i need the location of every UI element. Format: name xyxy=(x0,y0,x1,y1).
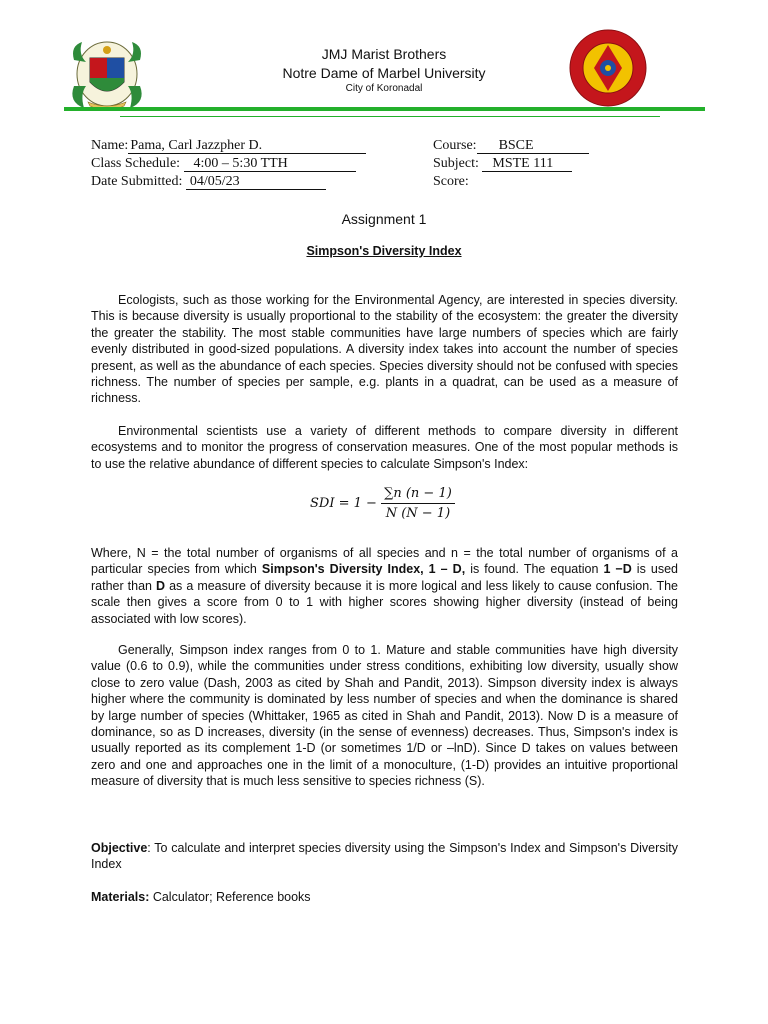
materials-section xyxy=(91,889,678,905)
score-label: Score: xyxy=(433,174,469,189)
header-line-2: Notre Dame of Marbel University xyxy=(282,65,486,81)
header-line-3: City of Koronadal xyxy=(345,83,423,94)
date-field xyxy=(91,174,326,190)
date-label: Date Submitted: xyxy=(91,174,183,189)
schedule-label: Class Schedule: xyxy=(91,156,181,171)
paragraph-intro: Ecologists, such as those working for the Environmental Agency, are interested in species diversity. This is because diversity is usually proportional to the stability of the ecosystem: the greater the diversity the greater the stability. The most stable communities have large numbers of species which are fairly evenly distributed in good-sized populations. A diversity index takes into account the number of species present, as well as the abundance of each species. Species diversity should not be confused with species richness. The number of species per sample, e.g. plants in a quadrat, can be used as a measure of richness. xyxy=(91,293,678,406)
definition-bold-3: D xyxy=(156,578,166,593)
paragraph-interpretation: Generally, Simpson index ranges from 0 to 1. Mature and stable communities have high diversity value (0.6 to 0.9), while the communities under stress conditions, exhibiting low diversity, usually show close to zero value (Dash, 2003 as cited by Shah and Pandit, 2013). Simpson diversity index is always higher where the community is dominated by less number of species and when the dominance is shared by large number of species (Whittaker, 1965 as cited in Shah and Pandit, 2013). Now D is a measure of dominance, so as D increases, diversity (in the sense of evenness) decreases. Thus, Simpson's index is usually reported as its complement 1-D (or sometimes 1/D or –lnD). Since D takes on values between zero and one and approaches one in the limit of a monoculture, (1-D) provides an intuitive proportional measure of diversity that is much less sensitive to species richness (S). xyxy=(91,643,678,789)
header-rule-thin xyxy=(120,116,660,117)
definition-bold-1: Simpson's Diversity Index, 1 – D, xyxy=(261,562,466,577)
subject-label: Subject: xyxy=(433,156,479,171)
objective-section xyxy=(91,840,678,873)
name-value: Pama, Carl Jazzpher D. xyxy=(128,139,366,154)
name-field xyxy=(91,138,366,154)
formula-denominator: N (N − 1) xyxy=(385,506,451,521)
header-line-1: JMJ Marist Brothers xyxy=(321,46,447,62)
paragraph-methods: Environmental scientists use a variety of different methods to compare diversity in different ecosystems and to monitor the progress of conservation measures. One of the most popular methods is to use the relative abundance of different species to calculate Simpson's Index: xyxy=(91,424,678,471)
schedule-field xyxy=(91,156,356,172)
date-value: 04/05/23 xyxy=(186,175,326,190)
objective-text: : To calculate and interpret species diversity using the Simpson's Index and Simpson's Diversity Index xyxy=(91,841,678,872)
definition-bold-2: 1 −D xyxy=(603,562,632,577)
paragraph-definition xyxy=(91,545,678,627)
formula-numerator: ∑n (n − 1) xyxy=(381,486,455,504)
course-label: Course: xyxy=(433,138,477,153)
score-field xyxy=(433,174,469,190)
materials-text: Calculator; Reference books xyxy=(149,890,311,904)
formula-fraction xyxy=(381,486,455,521)
subject-value: MSTE 111 xyxy=(482,157,572,172)
definition-text-4: as a measure of diversity because it is more logical and less likely to cause confusion. The scale then gives a score from 0 to 1 with higher scores showing higher diversity (instead of being associated with low scores). xyxy=(91,578,678,626)
assignment-title: Assignment 1 xyxy=(341,211,427,227)
subject-field xyxy=(433,156,572,172)
course-field xyxy=(433,138,589,154)
sdi-formula xyxy=(310,486,455,521)
formula-lhs: SDI = 1 − xyxy=(310,496,377,511)
definition-text-1: Where, N = the total number of organisms of all species and n = the total number of organisms of a particular species from which xyxy=(91,546,678,577)
name-label: Name: xyxy=(91,138,129,153)
section-heading: Simpson's Diversity Index xyxy=(306,244,462,258)
schedule-value: 4:00 – 5:30 TTH xyxy=(184,157,356,172)
definition-text-3: is used rather than xyxy=(91,562,678,593)
course-value: BSCE xyxy=(477,139,589,154)
objective-label: Objective xyxy=(91,841,148,855)
header-rule-thick xyxy=(64,107,705,111)
materials-label: Materials: xyxy=(91,890,150,904)
definition-text-2: is found. The equation xyxy=(465,562,604,577)
